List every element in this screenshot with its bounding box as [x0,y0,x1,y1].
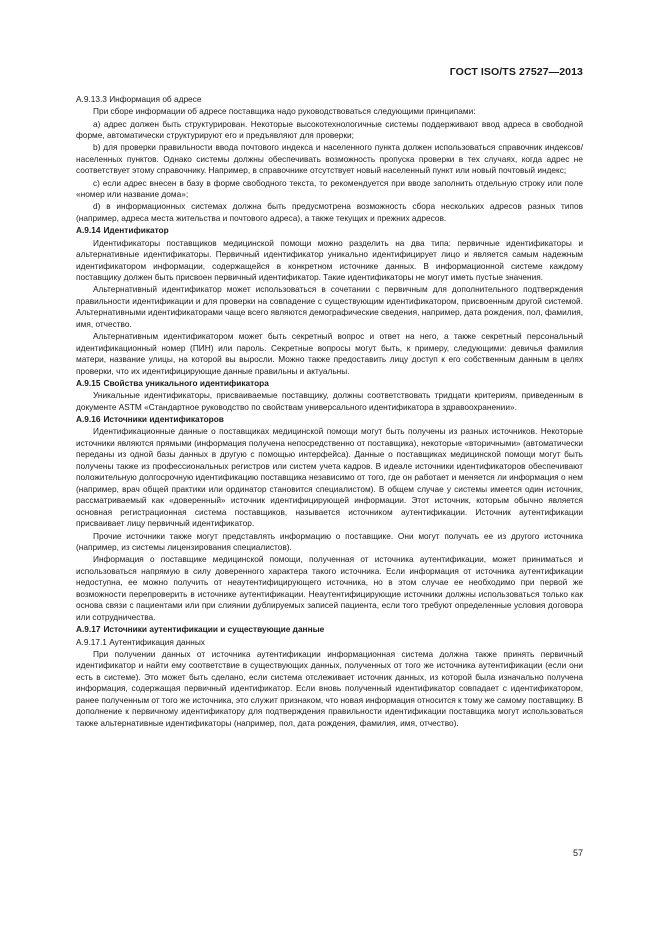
document-body [76,94,583,730]
subsection-heading: А.9.13.3 Информация об адресе [76,94,202,104]
section-title: Источники идентификаторов [103,414,224,425]
section-title: Свойства уникального идентификатора [103,377,269,388]
paragraph: c) если адрес внесен в базу в форме свободного текста, то рекомендуется при вводе заполнить отдельную строку или поле «номер или название дома»; [76,177,583,200]
paragraph: Альтернативным идентификатором может быть секретный вопрос и ответ на него, а также секретный персональный идентификационный номер (ПИН) или пароль. Секретные вопросы могут быть, к примеру, следующими: девичья фамилия матери, название улицы, на которой вы выросли. Можно также предоставить лицу доступ к его собственным данным в целях проверки, что их идентифицирующие данные правильны и актуальны. [76,331,583,376]
paragraph: При сборе информации об адресе поставщика надо руководствоваться следующими принципами: [93,106,476,117]
page-number: 57 [572,848,583,858]
subsection-heading: А.9.17.1 Аутентификация данных [76,636,205,647]
paragraph: При получении данных от источника аутентификации информационная система должна также принять первичный идентификатор и найти ему соответствие в существующих данных, полученных от того же источника аутентификации (если они есть в системе). Это может быть сделано, если система отслеживает источник данных, из которой была изначально получена информация, содержащая первичный идентификатор. Если вновь полученный идентификатор совпадает с идентификатором, ранее полученным от того же источника, это служит признаком, что новая информация относится к тому же самому поставщику. В дополнение к первичному идентификатору для подтверждения правильности идентификации поставщика могут использоваться также альтернативные идентификаторы (например, пол, дата рождения, фамилия, имя, отчество). [76,648,583,728]
paragraph: Прочие источники также могут представлять информацию о поставщике. Они могут получать ее из другого источника (например, из системы лицензирования специалистов). [76,530,583,553]
section-title: Источники аутентификации и существующие данные [103,624,325,635]
section-number: А.9.14 [76,225,101,236]
paragraph: а) адрес должен быть структурирован. Некоторые высокотехнологичные системы поддерживают ввод адреса в свободной форме, автоматически структурируют его и предъявляют для проверки; [76,118,583,141]
paragraph: d) в информационных системах должна быть предусмотрена возможность сбора нескольких адресов разных типов (например, адреса места жительства и почтового адреса), а также текущих и прежних адресов. [76,201,583,223]
section-heading [76,225,583,237]
section-number: А.9.16 [76,414,101,425]
section-heading [76,378,583,390]
section-number: А.9.17 [76,624,101,635]
section-number: А.9.15 [76,377,101,388]
section-heading [76,414,583,426]
standard-header: ГОСТ ISO/TS 27527—2013 [449,66,583,78]
paragraph: Идентификаторы поставщиков медицинской помощи можно разделить на два типа: первичные идентификаторы и альтернативные идентификаторы. Первичный идентификатор уникально идентифицирует лицо и является самым надежным идентификатором информации, содержащейся в конкретном источнике данных. В информационной системе каждому поставщику должен быть присвоен первичный идентификатор. Такие идентификаторы не могут иметь пустые значения. [76,237,583,283]
paragraph: Альтернативный идентификатор может использоваться в сочетании с первичным для дополнительного подтверждения правильности идентификации и для проверки на совпадение с существующим идентификатором, присвоенным другой системой. Альтернативными идентификаторами чаще всего являются демографические сведения, например, дата рождения, пол, фамилия, имя, отчество. [76,284,583,329]
paragraph: Идентификационные данные о поставщиках медицинской помощи могут быть получены из разных источников. Некоторые источники являются прямыми (информация получена непосредственно от поставщика), некоторые «вторичными» (автоматически переданы из одной базы данных в другую с помощью интерфейса). Данные о поставщиках медицинской помощи могут быть получены также из профессиональных регистров или систем учета кадров. В идеале источники идентификаторов обеспечивают положительную долгосрочную идентификацию поставщика независимо от того, где он работает и меняется ли информация о нем (например, врач общей практики или ординатор становится специалистом). В общем случае у системы имеется один источник, рассматриваемый как «доверенный» источник идентифицирующей информации. Этот источник, которым обычно является основная регистрационная система поставщиков, называется источником аутентификации. Источник аутентификации присваивает лицу первичный идентификатор. [76,426,583,529]
paragraph: Информация о поставщике медицинской помощи, полученная от источника аутентификации, может приниматься и использоваться напрямую в силу доверенного характера такого источника. Если информация от источника аутентификации недоступна, ее можно получить от неаутентифицирующего источника, но в этом случае ее необходимо при первой же возможности перепроверить в источнике аутентификации. Неаутентифицирующие источники должны использоваться только как основа связи с пациентами или при слиянии дублируемых записей пациента, если того требуют определенные условия договора или сотрудничества. [76,554,583,622]
paragraph: Уникальные идентификаторы, присваиваемые поставщику, должны соответствовать тридцати критериям, приведенным в документе ASTM «Стандартное руководство по свойствам универсального идентификатора в здравоохранении». [76,390,583,412]
section-title: Идентификатор [103,225,169,236]
section-heading [76,624,583,636]
paragraph: b) для проверки правильности ввода почтового индекса и населенного пункта должен использоваться справочник индексов/населенных пунктов. Однако системы должны обеспечивать возможность пропуска проверки в тех случаях, когда адрес не соответствует этому справочнику. Например, в справочнике отсутствует новый населенный пункт или новый почтовый индекс; [76,142,583,176]
